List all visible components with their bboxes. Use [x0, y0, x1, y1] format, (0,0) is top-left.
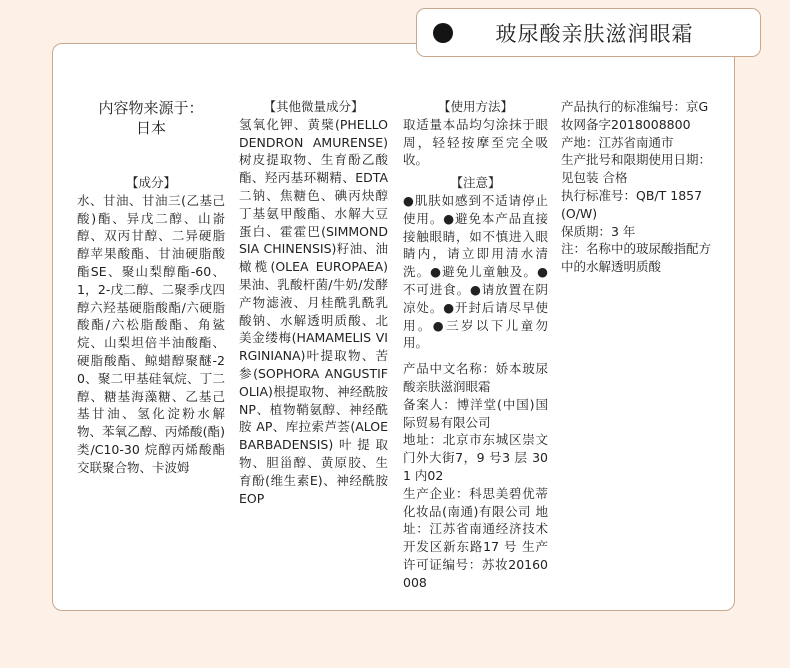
caution-heading: 【注意】 [450, 175, 501, 191]
caution-list [403, 192, 548, 352]
standard-number-line: 产品执行的标准编号：京G 妆网备字2018008800 [561, 99, 709, 132]
standards-column [561, 98, 713, 276]
place-of-origin-line: 产地：江苏省南通市 [561, 134, 674, 150]
product-name-line: 产品中文名称：娇本玻尿酸亲肤滋润眼霜 [403, 361, 548, 394]
caution-item: ●避免本产品直接接触眼睛，如不慎进入眼睛内，请立即用清水清洗。 [403, 210, 548, 280]
title-tab [416, 8, 761, 57]
caution-item: ●不可进食。 [403, 264, 548, 297]
bullet-dot-icon [433, 23, 453, 43]
origin-label: 内容物来源于： [98, 99, 204, 117]
caution-item: ●三岁以下儿童勿用。 [403, 317, 548, 351]
product-title: 玻尿酸亲肤滋润眼霜 [495, 21, 694, 46]
trace-ingredients-text: 氢氧化钾、黄檗(PHELLODENDRON AMURENSE)树皮提取物、生育酚乙酸酯、羟丙基环糊精、EDTA 二钠、焦糖色、碘丙炔醇丁基氨甲酸酯、水解大豆蛋白、霍霍巴(SIMMONDSIA CHINENSIS)籽油、油橄榄(OLEA EUROPAEA)果油、乳酸杆菌/牛奶/发酵产物滤液、月桂酰乳酰乳酸钠、水解透明质酸、北美金缕梅(HAMAMELIS VIRGINIANA)叶提取物、苦参(SOPHORA ANGUSTIFOLIA)根提取物、神经酰胺 NP、植物鞘氨醇、神经酰胺 AP、库拉索芦荟(ALOE BARBADENSIS)叶提取物、胆甾醇、黄原胶、生育酚(维生素E)、神经酰胺 EOP [239, 116, 388, 506]
usage-text: 取适量本品均匀涂抹于眼周，轻轻按摩至完全吸收。 [403, 116, 548, 168]
trace-ingredients-heading: 【其他微量成分】 [263, 99, 364, 114]
address-line: 地址：北京市东城区崇文门外大街7，9 号3 层 301 内02 [403, 432, 548, 483]
execution-standard-line: 执行标准号：QB/T 1857 (O/W) [561, 187, 703, 221]
usage-heading: 【使用方法】 [437, 99, 513, 114]
caution-item: ●避免儿童触及。 [430, 264, 538, 280]
caution-item: ●请放置在阴凉处。 [403, 281, 548, 315]
manufacturer-line: 生产企业：科思美碧优蒂化妆品(南通)有限公司 地址：江苏省南通经济技术开发区新东路17 号 生产许可证编号：苏妆20160008 [403, 485, 548, 590]
registrant-line: 备案人：博洋堂(中国)国际贸易有限公司 [403, 396, 548, 430]
batch-expiry-line: 生产批号和限期使用日期：见包装 合格 [561, 152, 712, 186]
origin-value: 日本 [135, 119, 166, 137]
shelf-life-line: 保质期：3 年 [561, 223, 636, 239]
trace-ingredients-column [239, 98, 388, 507]
ingredients-heading: 【成分】 [125, 175, 176, 190]
caution-item: ●开封后请尽早使用。 [403, 299, 548, 333]
caution-item: ●肌肤如感到不适请停止使用。 [403, 192, 548, 226]
ingredients-column [77, 98, 225, 477]
note-line: 注：名称中的玻尿酸指配方中的水解透明质酸 [561, 241, 712, 275]
usage-column [403, 98, 548, 592]
ingredients-text: 水、甘油、甘油三(乙基己酸)酯、异戊二醇、山嵛醇、双丙甘醇、二异硬脂醇苹果酸酯、甘油硬脂酸酯SE、聚山梨醇酯-60、1，2-戊二醇、二聚季戊四醇六羟基硬脂酸酯/六硬脂酸酯/六松脂酸酯、角鲨烷、山梨坦倍半油酸酯、硬脂酸酯、鲸蜡醇聚醚-20、聚二甲基硅氧烷、丁二醇、糖基海藻糖、乙基己基甘油、氢化淀粉水解物、苯氧乙醇、丙烯酸(酯)类/C10-30 烷醇丙烯酸酯交联聚合物、卡波姆 [77, 192, 225, 475]
